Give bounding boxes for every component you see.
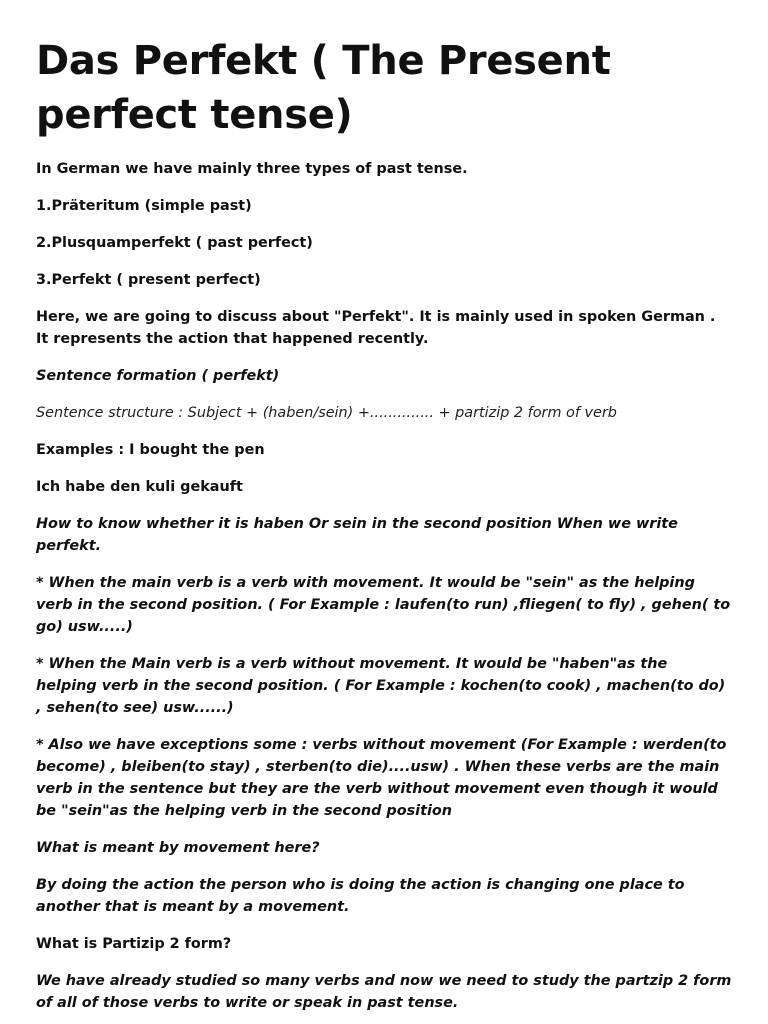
past-tense-item-2: 2.Plusquamperfekt ( past perfect) — [36, 235, 313, 251]
rule-movement-verbs: * When the main verb is a verb with movement. It would be "sein" as the helping verb in the second position. ( For Example : laufen(to run) ,fliegen( to fly) , gehen( to go) usw.....) — [36, 575, 731, 635]
example-german: Ich habe den kuli gekauft — [36, 479, 243, 495]
movement-answer: By doing the action the person who is doing the action is changing one place to another that is meant by a movement. — [36, 877, 685, 915]
perfekt-description: Here, we are going to discuss about "Perfekt". It is mainly used in spoken German . It represents the action that happened recently. — [36, 309, 716, 347]
partizip-question: What is Partizip 2 form? — [36, 936, 232, 952]
sentence-structure: Sentence structure : Subject + (haben/sein) +.............. + partizip 2 form of verb — [36, 405, 617, 421]
rule-non-movement-verbs: * When the Main verb is a verb without movement. It would be "haben"as the helping verb in the second position. ( For Example : kochen(to cook) , machen(to do) , sehen(to see) usw......) — [36, 656, 726, 716]
haben-sein-question: How to know whether it is haben Or sein in the second position When we write perfekt. — [36, 516, 678, 554]
page-title: Das Perfekt ( The Present perfect tense) — [36, 38, 611, 138]
sentence-formation-heading: Sentence formation ( perfekt) — [36, 368, 280, 384]
partizip-answer: We have already studied so many verbs and now we need to study the partzip 2 form of all of those verbs to write or speak in past tense. — [36, 973, 732, 1011]
intro-paragraph: In German we have mainly three types of past tense. — [36, 161, 468, 177]
past-tense-item-3: 3.Perfekt ( present perfect) — [36, 272, 261, 288]
rule-exceptions: * Also we have exceptions some : verbs without movement (For Example : werden(to become) , bleiben(to stay) , sterben(to die)....usw) . When these verbs are the main verb in the sentence but they are the verb without movement even though it would be "sein"as the helping verb in the second position — [36, 737, 727, 819]
example-english: Examples : I bought the pen — [36, 442, 265, 458]
movement-question: What is meant by movement here? — [36, 840, 320, 856]
past-tense-item-1: 1.Präteritum (simple past) — [36, 198, 252, 214]
